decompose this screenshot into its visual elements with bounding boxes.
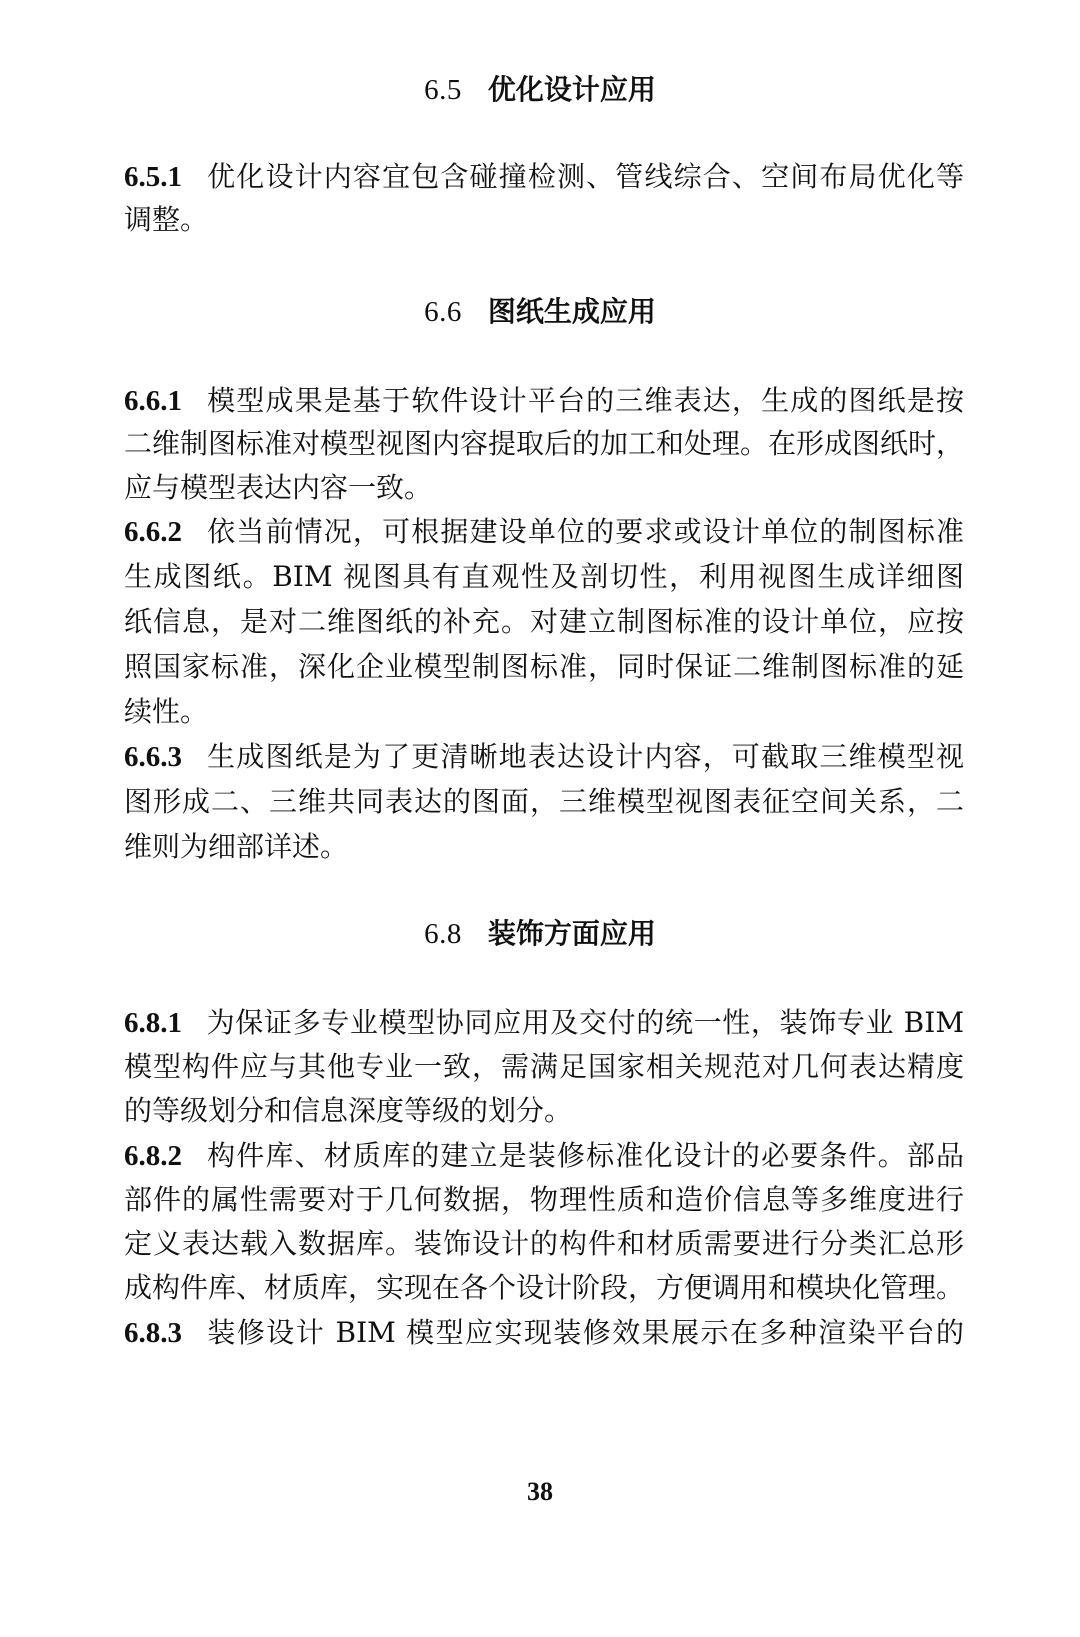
page-number: 38	[527, 1477, 553, 1506]
clause-6-5-1-line-1	[124, 157, 964, 197]
clause-6-8-2-line-4: 成构件库、材质库，实现在各个设计阶段，方便调用和模块化管理。	[124, 1271, 965, 1304]
clause-text: 装修设计 BIM 模型应实现装修效果展示在多种渲染平台的	[206, 1316, 964, 1349]
clause-6-6-2-line-2: 生成图纸。BIM 视图具有直观性及剖切性，利用视图生成详细图	[124, 560, 964, 593]
clause-number: 6.8.1	[124, 1007, 182, 1039]
clause-number: 6.6.3	[124, 741, 182, 773]
clause-6-6-2-line-5: 续性。	[124, 695, 209, 728]
clause-6-8-2-line-1	[124, 1136, 964, 1176]
section-number: 6.5	[424, 74, 462, 106]
clause-6-6-2-line-3: 纸信息，是对二维图纸的补充。对建立制图标准的设计单位，应按	[124, 605, 964, 638]
clause-text: 优化设计内容宜包含碰撞检测、管线综合、空间布局优化等	[206, 160, 964, 193]
clause-text: 为保证多专业模型协同应用及交付的统一性，装饰专业 BIM	[206, 1006, 964, 1039]
section-title: 装饰方面应用	[487, 917, 656, 950]
clause-6-8-2-line-3: 定义表达载入数据库。装饰设计的构件和材质需要进行分类汇总形	[124, 1227, 964, 1260]
clause-6-8-2-line-2: 部件的属性需要对于几何数据，物理性质和造价信息等多维度进行	[124, 1183, 964, 1216]
clause-6-6-1-line-2: 二维制图标准对模型视图内容提取后的加工和处理。在形成图纸时，	[124, 427, 965, 460]
clause-6-6-3-line-3: 维则为细部详述。	[124, 830, 349, 863]
clause-number: 6.6.1	[124, 385, 182, 417]
section-number: 6.8	[424, 918, 462, 950]
clause-number: 6.6.2	[124, 516, 182, 548]
section-heading-6-6	[0, 292, 1080, 332]
clause-6-6-2-line-1	[124, 512, 964, 552]
section-heading-6-8	[0, 914, 1080, 954]
clause-6-5-1-line-2: 调整。	[124, 203, 209, 236]
clause-6-8-1-line-3: 的等级划分和信息深度等级的划分。	[124, 1094, 573, 1127]
clause-number: 6.8.2	[124, 1140, 182, 1172]
section-number: 6.6	[424, 296, 462, 328]
clause-text: 依当前情况，可根据建设单位的要求或设计单位的制图标准	[206, 515, 964, 548]
clause-6-6-1-line-1	[124, 381, 964, 421]
section-title: 图纸生成应用	[487, 295, 656, 328]
clause-6-6-3-line-1	[124, 737, 964, 777]
clause-number: 6.5.1	[124, 161, 182, 193]
clause-6-6-2-line-4: 照国家标准，深化企业模型制图标准，同时保证二维制图标准的延	[124, 650, 964, 683]
clause-6-8-1-line-2: 模型构件应与其他专业一致，需满足国家相关规范对几何表达精度	[124, 1050, 964, 1083]
clause-text: 构件库、材质库的建立是装修标准化设计的必要条件。部品	[206, 1139, 964, 1172]
clause-6-6-1-line-3: 应与模型表达内容一致。	[124, 471, 433, 504]
section-heading-6-5	[0, 70, 1080, 110]
clause-6-8-1-line-1	[124, 1003, 964, 1043]
section-title: 优化设计应用	[487, 73, 656, 106]
clause-text: 生成图纸是为了更清晰地表达设计内容，可截取三维模型视	[206, 740, 964, 773]
clause-6-8-3-line-1	[124, 1313, 964, 1353]
clause-number: 6.8.3	[124, 1317, 182, 1349]
clause-6-6-3-line-2: 图形成二、三维共同表达的图面，三维模型视图表征空间关系，二	[124, 785, 964, 818]
clause-text: 模型成果是基于软件设计平台的三维表达，生成的图纸是按	[206, 384, 964, 417]
